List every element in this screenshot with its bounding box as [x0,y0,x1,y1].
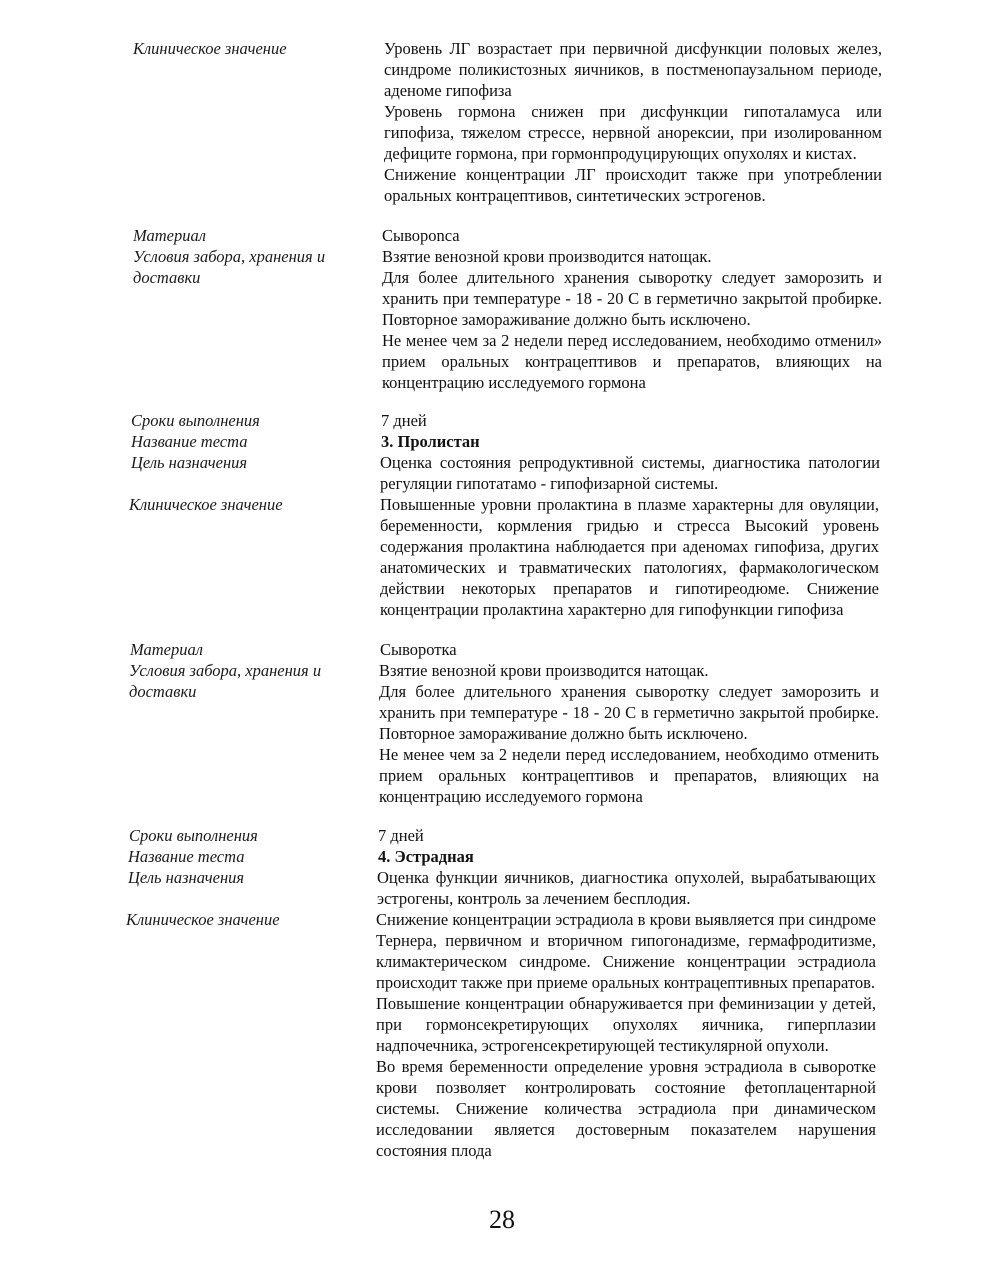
prl-terms-value: 7 дней [378,826,424,845]
lh-clinical-p3: Снижение концентрации ЛГ происходит также при употреблении оральных контрацептивов, синтетических эстрогенов. [384,165,882,205]
label-clinical-significance: Клиническое значение [129,495,283,514]
label-clinical-significance: Клиническое значение [126,910,280,929]
label-conditions: Условия забора, хранения и доставки [129,661,322,701]
lh-cond-p2: Для более длительного хранения сыворотку следует заморозить и хранить при температуре - 18 - 20 С в герметично закрытой пробирке. Повторное замораживание должно быть исключено. [382,268,882,329]
label-test-name: Название теста [131,432,248,451]
label-clinical-significance: Клиническое значение [133,39,287,58]
label-material: Материал [130,640,203,659]
lh-cond-p3: Не менее чем за 2 недели перед исследованием, необходимо отменил» прием оральных контрацептивов и препаратов, влияющих на концентрацию исследуемого гормона [382,331,882,392]
e2-clinical-p2: Повышение концентрации обнаруживается при феминизации у детей, при гормонсекретирующих опухолях яичника, гиперплазии надпочечника, эстрогенсекретирующей тестикулярной опухоли. [376,994,876,1055]
e2-clinical-text [376,909,876,1161]
label-test-name: Название теста [128,847,245,866]
prl-conditions-text [379,660,879,807]
lh-conditions-text [382,246,882,393]
lh-clinical-p2: Уровень гормона снижен при дисфункции гипоталамуса или гипофиза, тяжелом стрессе, нервной анорексии, при изолированном дефиците гормона, при гормонпродуцирующих опухолях и кистах. [384,102,882,163]
label-terms: Сроки выполнения [129,826,258,845]
label-purpose: Цель назначения [128,868,245,887]
e2-clinical-p1: Снижение концентрации эстрадиола в крови выявляется при синдроме Тернера, первичном и вторичном гипогонадизме, гермафродитизме, климактерическом синдроме. Снижение концентрации эстрадиола происходит также при приеме оральных контрацептивных препаратов. [376,910,876,992]
prl-cond-p1: Взятие венозной крови производится натощак. [379,661,709,680]
label-purpose: Цель назначения [131,453,248,472]
label-material: Материал [133,226,206,245]
lh-terms-value: 7 дней [381,411,427,430]
lh-cond-p1: Взятие венозной крови производится натощак. [382,247,712,266]
e2-test-name: 4. Эстрадная [378,847,474,866]
prl-material-value: Сыворотка [380,640,457,659]
lh-clinical-text [384,38,882,206]
label-conditions: Условия забора, хранения и доставки [133,247,326,287]
prl-purpose-text: Оценка состояния репродуктивной системы, диагностика патологии регуляции гипотатамо - гипофизарной системы. [380,453,880,493]
lh-clinical-p1: Уровень ЛГ возрастает при первичной дисфункции половых желез, синдроме поликистозных яичников, в постменопаузальном периоде, аденоме гипофиза [384,39,882,100]
prl-cond-p2: Для более длительного хранения сыворотку следует заморозить и хранить при температуре - 18 - 20 С в герметично закрытой пробирке. Повторное замораживание должно быть исключено. [379,682,879,743]
prl-cond-p3: Не менее чем за 2 недели перед исследованием, необходимо отменить прием оральных контрацептивов и препаратов, влияющих на концентрацию исследуемого гормона [379,745,879,806]
prl-clinical-text: Повышенные уровни пролактина в плазме характерны для овуляции, беременности, кормления гридью и стресса Высокий уровень содержания пролактина наблюдается при аденомах гипофиза, других анатомических и травматических патологиях, фармакологическом действии некоторых препаратов и гипотиреодюме. Снижение концентрации пролактина характерно для гипофункции гипофиза [380,495,879,619]
label-terms: Сроки выполнения [131,411,260,430]
page-number: 28 [489,1205,515,1234]
prl-test-name: 3. Пролистан [381,432,480,451]
e2-purpose-text: Оценка функции яичников, диагностика опухолей, вырабатывающих эстрогены, контроль за лечением бесплодия. [377,868,876,908]
lh-material-value: Сывороnса [382,226,460,245]
e2-clinical-p3: Во время беременности определение уровня эстрадиола в сыворотке крови позволяет контролировать состояние фетоплацентарной системы. Снижение количества эстрадиола при динамическом исследовании является достоверным показателем нарушения состояния плода [376,1057,876,1160]
